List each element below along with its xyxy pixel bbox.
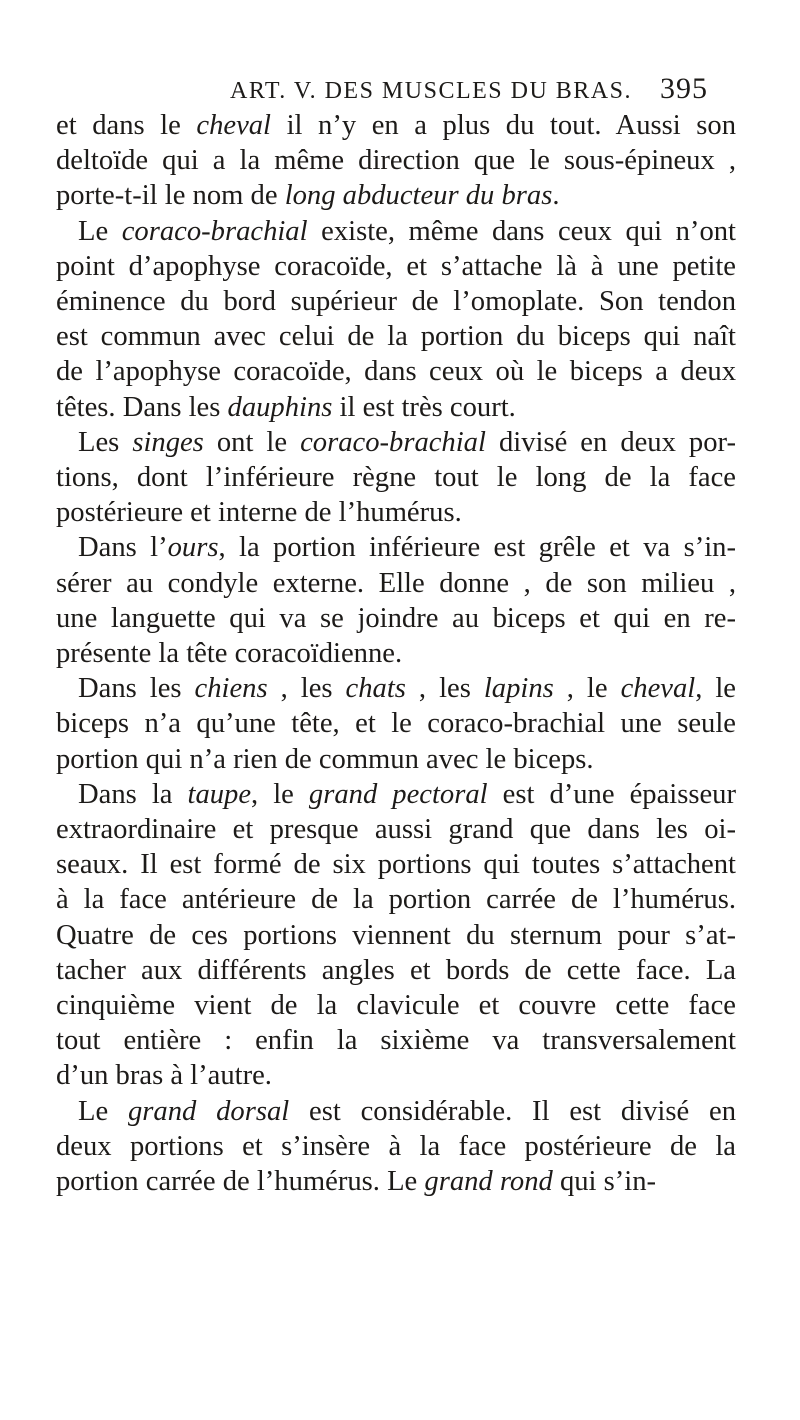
italic-term: long abducteur du bras (284, 180, 553, 212)
text-line (56, 495, 736, 530)
paragraph (56, 530, 736, 671)
text-line (56, 425, 736, 460)
text-line (56, 284, 736, 319)
text-run: portion qui n’a rien de commun avec le biceps. (56, 743, 594, 775)
text-run: tacher aux différents angles et bords de cette face. La (56, 954, 736, 986)
paragraph (56, 1094, 736, 1200)
text-run: seaux. Il est formé de six portions qui toutes s’attachent (56, 849, 736, 881)
text-run: qui s’in- (552, 1166, 657, 1198)
text-run: Quatre de ces portions viennent du sternum pour s’at- (56, 919, 736, 951)
italic-term: coraco-brachial (121, 215, 308, 247)
text-line (56, 953, 736, 988)
text-run: point d’apophyse coracoïde, et s’attache là à une petite (56, 250, 736, 282)
paragraph (56, 425, 736, 531)
italic-term: coraco-brachial (300, 426, 486, 458)
italic-term: lapins (483, 673, 554, 705)
running-head-text: ART. V. DES MUSCLES DU BRAS. (230, 78, 632, 104)
text-run: postérieure et interne de l’humérus. (56, 497, 462, 529)
text-run: ont le (203, 426, 301, 458)
text-line (56, 354, 736, 389)
text-line (56, 1129, 736, 1164)
text-run: porte-t-il le nom de (56, 180, 285, 212)
text-run: il est très court. (332, 391, 516, 423)
running-head (230, 78, 730, 105)
text-run: et dans le (56, 110, 197, 141)
page-number: 395 (660, 72, 708, 105)
text-run: cinquième vient de la clavicule et couvre cette face (56, 990, 736, 1022)
text-line (56, 530, 736, 565)
text-line (56, 988, 736, 1023)
text-line (56, 847, 736, 882)
text-line (56, 706, 736, 741)
italic-term: cheval (196, 110, 272, 141)
text-run: , le (695, 673, 736, 705)
text-run: , les (267, 673, 346, 705)
text-run: est commun avec celui de la portion du biceps qui naît (56, 321, 736, 353)
text-run: présente la tête coracoïdienne. (56, 638, 403, 670)
paragraph (56, 108, 736, 214)
text-run: . (552, 180, 560, 212)
text-run: portion carrée de l’humérus. Le (56, 1166, 425, 1198)
paragraph (56, 671, 736, 777)
text-run: existe, même dans ceux qui n’ont (307, 215, 736, 247)
text-line (56, 671, 736, 706)
text-line (56, 178, 736, 213)
text-line (56, 249, 736, 284)
italic-term: chiens (194, 673, 268, 705)
text-line (56, 812, 736, 847)
text-line (56, 918, 736, 953)
text-line (56, 601, 736, 636)
text-run: est considérable. Il est divisé en (289, 1095, 736, 1127)
italic-term: grand rond (424, 1166, 553, 1198)
italic-term: grand pectoral (308, 778, 488, 810)
paragraph (56, 777, 736, 1094)
text-run: Dans l’ (78, 532, 168, 564)
text-line (56, 1058, 736, 1093)
text-run: tout entière : enfin la sixième va transversalement (56, 1025, 736, 1057)
italic-term: ours (167, 532, 219, 564)
text-line (56, 882, 736, 917)
text-line (56, 1164, 736, 1199)
body-text (56, 108, 736, 1199)
text-run: Dans la (78, 778, 188, 810)
text-line (56, 108, 736, 143)
text-run: , les (405, 673, 484, 705)
text-line (56, 390, 736, 425)
text-run: sérer au condyle externe. Elle donne , de son milieu , (56, 567, 736, 599)
text-run: est d’une épaisseur (487, 778, 736, 810)
text-run: Dans les (78, 673, 195, 705)
text-line (56, 566, 736, 601)
text-run: de l’apophyse coracoïde, dans ceux où le biceps a deux (56, 356, 736, 388)
text-run: divisé en deux por- (485, 426, 736, 458)
text-line (56, 742, 736, 777)
italic-term: grand dorsal (127, 1095, 290, 1127)
text-line (56, 143, 736, 178)
text-run: éminence du bord supérieur de l’omoplate. Son tendon (56, 286, 736, 318)
text-run: biceps n’a qu’une tête, et le coraco-brachial une seule (56, 708, 736, 740)
text-run: à la face antérieure de la portion carrée de l’humérus. (56, 884, 736, 916)
paragraph (56, 214, 736, 425)
text-run: têtes. Dans les (56, 391, 228, 423)
text-run: d’un bras à l’autre. (56, 1060, 272, 1092)
italic-term: dauphins (227, 391, 333, 423)
text-run: Les (78, 426, 133, 458)
text-run: Le (78, 1095, 128, 1127)
italic-term: chats (345, 673, 406, 705)
text-line (56, 636, 736, 671)
text-run: deltoïde qui a la même direction que le sous-épineux , (56, 145, 736, 177)
text-run: , le (251, 778, 309, 810)
italic-term: cheval (620, 673, 696, 705)
text-line (56, 777, 736, 812)
italic-term: taupe (187, 778, 252, 810)
text-run: il n’y en a plus du tout. Aussi son (271, 110, 736, 141)
text-run: , le (553, 673, 621, 705)
text-run: une languette qui va se joindre au biceps et qui en re- (56, 602, 736, 634)
text-run: Le (78, 215, 122, 247)
text-run: extraordinaire et presque aussi grand que dans les oi- (56, 814, 736, 846)
text-run: tions, dont l’inférieure règne tout le long de la face (56, 462, 736, 494)
text-line (56, 460, 736, 495)
text-run: deux portions et s’insère à la face postérieure de la (56, 1130, 736, 1162)
text-run: , la portion inférieure est grêle et va s’in- (218, 532, 736, 564)
text-line (56, 214, 736, 249)
text-line (56, 1094, 736, 1129)
text-line (56, 319, 736, 354)
italic-term: singes (132, 426, 204, 458)
text-line (56, 1023, 736, 1058)
